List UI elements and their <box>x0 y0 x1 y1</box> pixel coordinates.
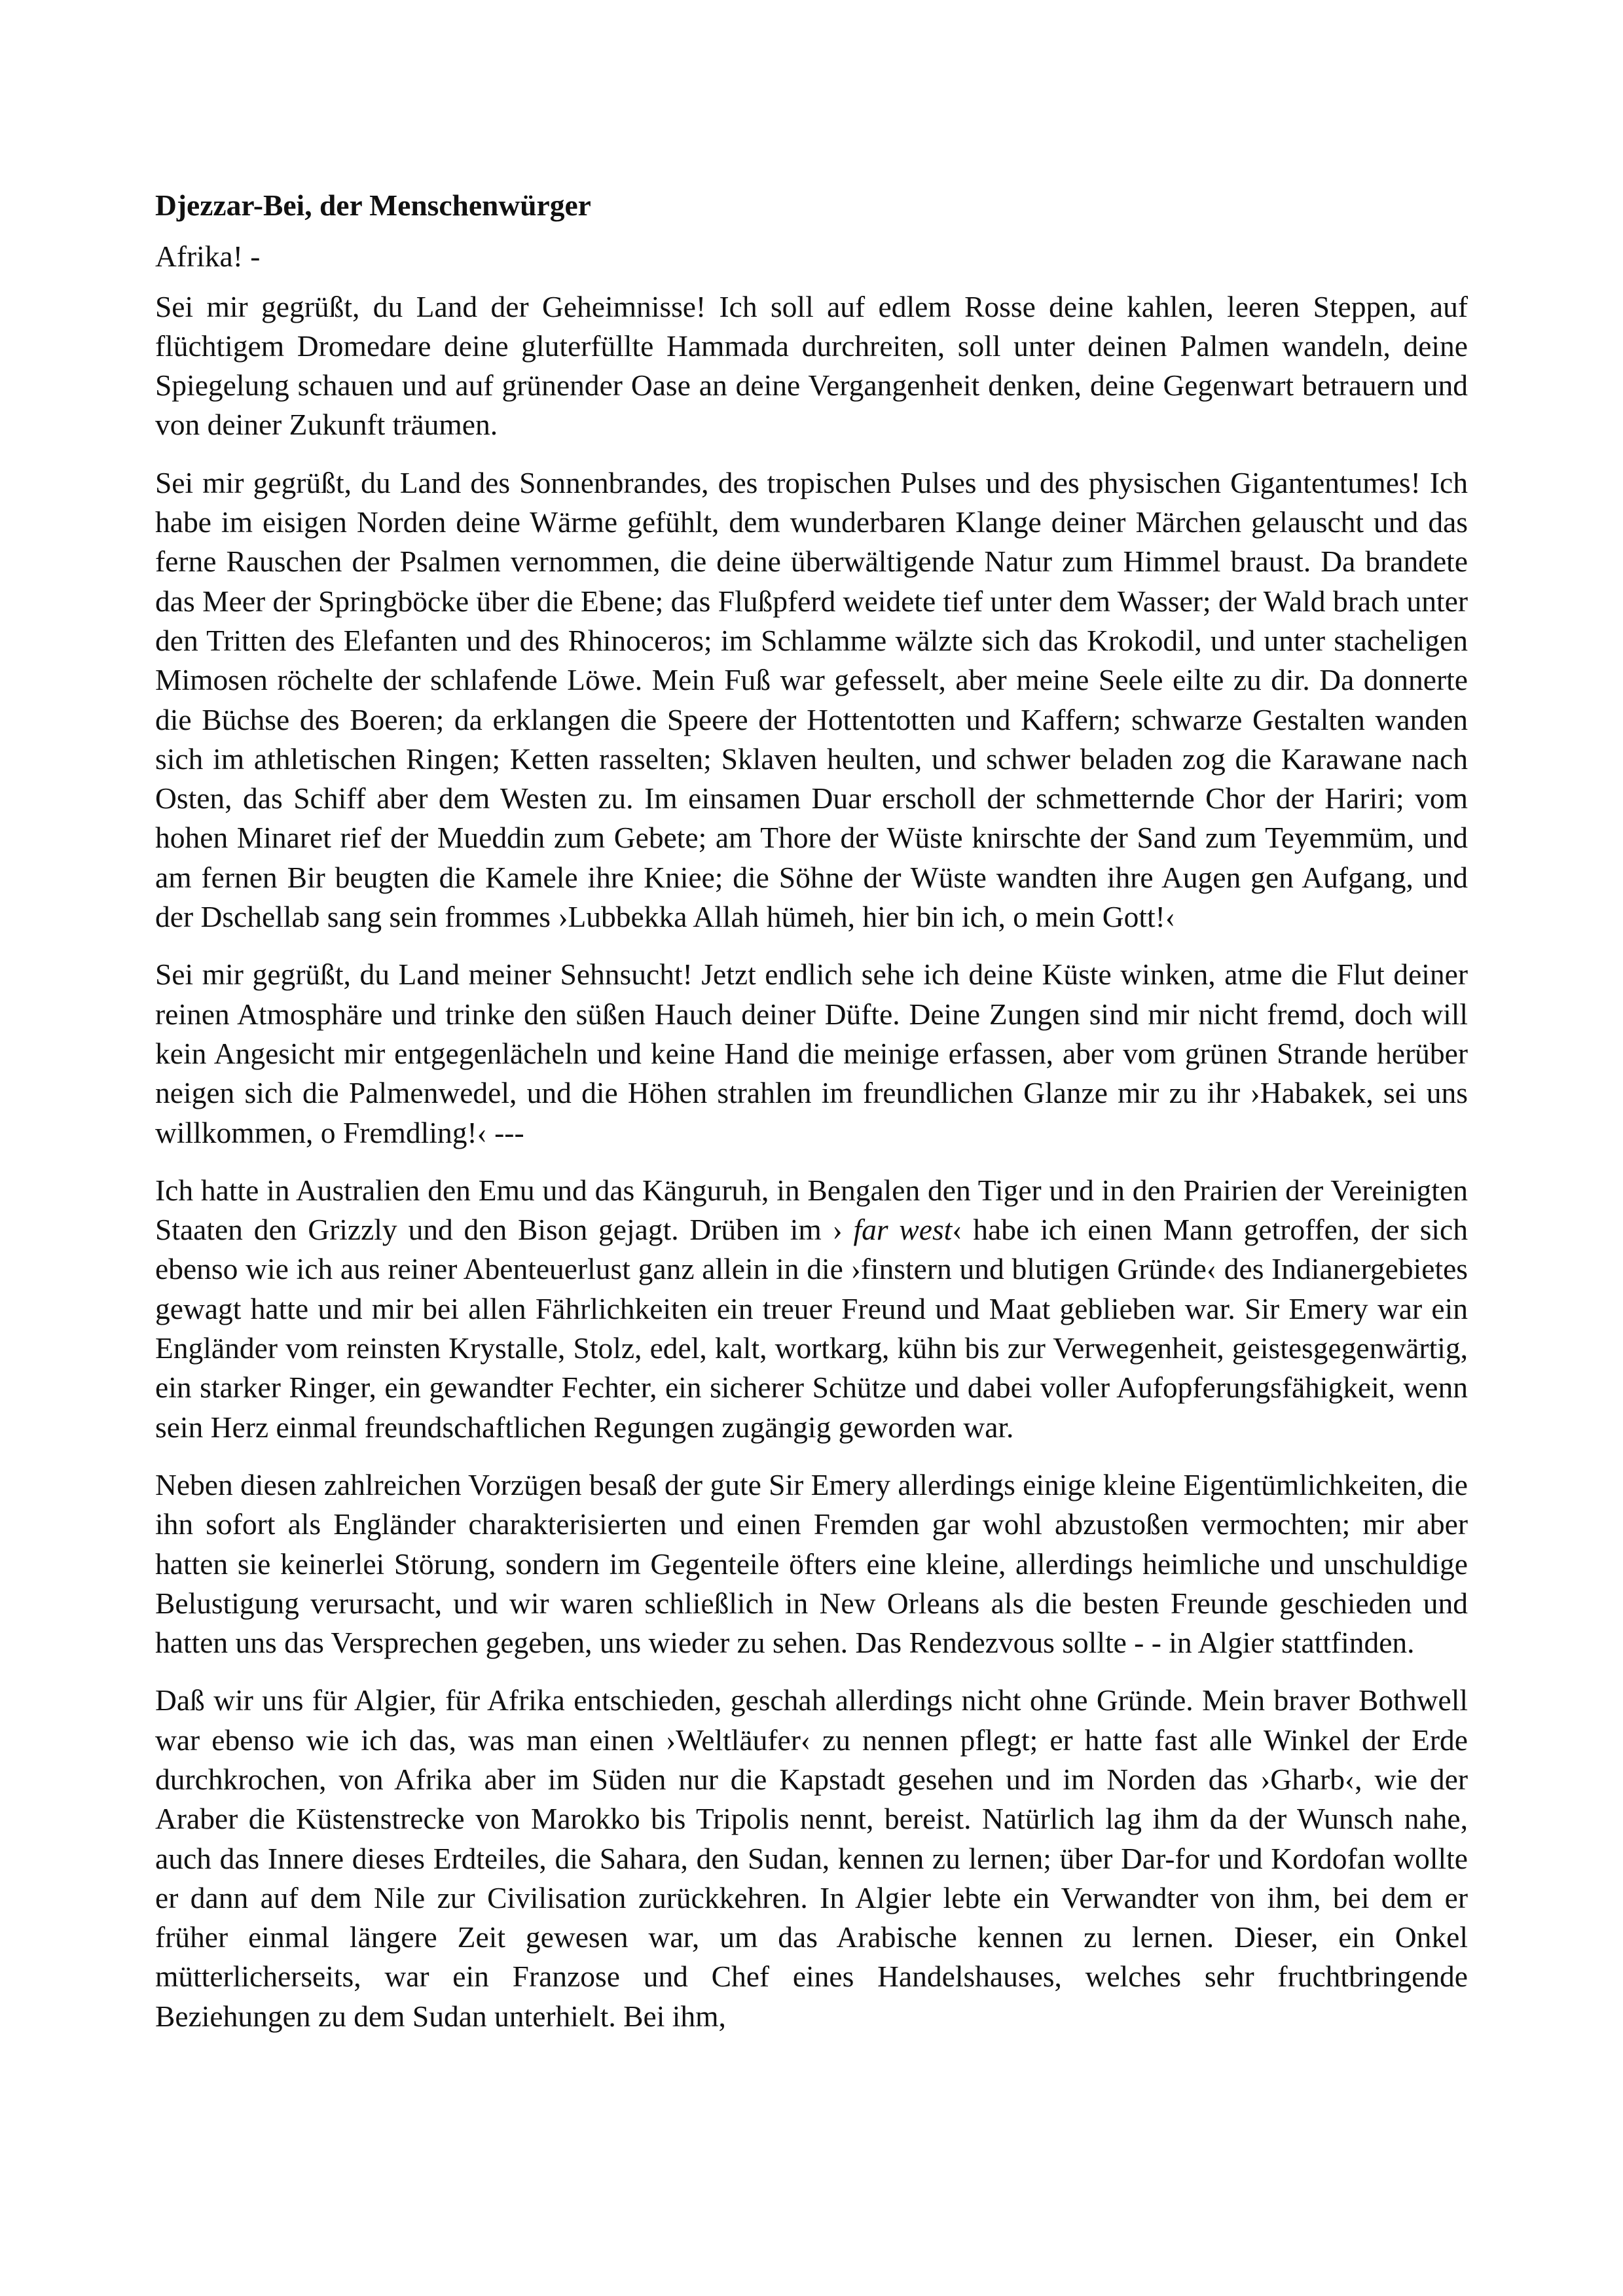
paragraph-1: Sei mir gegrüßt, du Land der Geheimnisse! Ich soll auf edlem Rosse deine kahlen, leeren Steppen, auf flüchtigem Dromedare deine gluterfüllte Hammada durchreiten, soll unter deinen Palmen wandeln, deine Spiegelung schauen und auf grünender Oase an deine Vergangenheit denken, deine Gegenwart betrauern und von deiner Zukunft träumen. <box>155 289 1468 442</box>
document-title: Djezzar-Bei, der Menschenwürger <box>155 188 591 222</box>
document-page <box>155 186 1468 2054</box>
paragraph-3: Sei mir gegrüßt, du Land meiner Sehnsucht! Jetzt endlich sehe ich deine Küste winken, atme die Flut deiner reinen Atmosphäre und trinke den süßen Hauch deiner Düfte. Deine Zungen sind mir nicht fremd, doch will kein Angesicht mir entgegenlächeln und keine Hand die meinige erfassen, aber vom grünen Strande herüber neigen sich die Palmenwedel, und die Höhen strahlen im freundlichen Glanze mir zu ihr ›Habakek, sei uns willkommen, o Fremdling!‹ --- <box>155 958 1468 1149</box>
paragraph-4 <box>155 1171 1468 1447</box>
paragraph-2: Sei mir gegrüßt, du Land des Sonnenbrandes, des tropischen Pulses und des physischen Gigantentumes! Ich habe im eisigen Norden deine Wärme gefühlt, dem wunderbaren Klange deiner Märchen gelauscht und das ferne Rauschen der Psalmen vernommen, die deine überwältigende Natur zum Himmel braust. Da brandete das Meer der Springböcke über die Ebene; das Flußpferd weidete tief unter dem Wasser; der Wald brach unter den Tritten des Elefanten und des Rhinoceros; im Schlamme wälzte sich das Krokodil, und unter stacheligen Mimosen röchelte der schlafende Löwe. Mein Fuß war gefesselt, aber meine Seele eilte zu dir. Da donnerte die Büchse des Boeren; da erklangen die Speere der Hottentotten und Kaffern; schwarze Gestalten wanden sich im athletischen Ringen; Ketten rasselten; Sklaven heulten, und schwer beladen zog die Karawane nach Osten, das Schiff aber dem Westen zu. Im einsamen Duar erscholl der schmetternde Chor der Hariri; vom hohen Minaret rief der Mueddin zum Gebete; am Thore der Wüste knirschte der Sand zum Teyemmüm, und am fernen Bir beugten die Kamele ihre Kniee; die Söhne der Wüste wandten ihre Augen gen Aufgang, und der Dschellab sang sein frommes ›Lubbekka Allah hümeh, hier bin ich, o mein Gott!‹ <box>155 465 1468 934</box>
paragraph-6: Daß wir uns für Algier, für Afrika entschieden, geschah allerdings nicht ohne Gründe. Mein braver Bothwell war ebenso wie ich das, was man einen ›Weltläufer‹ zu nennen pflegt; er hatte fast alle Winkel der Erde durchkrochen, von Afrika aber im Süden nur die Kapstadt gesehen und im Norden das ›Gharb‹, wie der Araber die Küstenstrecke von Marokko bis Tripolis nennt, bereist. Natürlich lag ihm da der Wunsch nahe, auch das Innere dieses Erdteiles, die Sahara, den Sudan, kennen zu lernen; über Dar-for und Kordofan wollte er dann auf dem Nile zur Civilisation zurückkehren. In Algier lebte ein Verwandter von ihm, bei dem er früher einmal längere Zeit gewesen war, um das Arabische kennen zu lernen. Dieser, ein Onkel mütterlicherseits, war ein Franzose und Chef eines Handelshauses, welches sehr fruchtbringende Beziehungen zu dem Sudan unterhielt. Bei ihm, <box>155 1683 1468 2033</box>
paragraph-4-part-2: ‹ habe ich einen Mann getroffen, der sich ebenso wie ich aus reiner Abenteuerlust ganz allein in die ›finstern und blutigen Gründe‹ des Indianergebietes gewagt hatte und mir bei allen Fährlichkeiten ein treuer Freund und Maat geblieben war. Sir Emery war ein Engländer vom reinsten Krystalle, Stolz, edel, kalt, wortkarg, kühn bis zur Verwegenheit, geistesgegenwärtig, ein starker Ringer, ein gewandter Fechter, ein sicherer Schütze und dabei voller Aufopferungsfähigkeit, wenn sein Herz einmal freundschaftlichen Regungen zugängig geworden war. <box>155 1213 1468 1444</box>
paragraph-4-italic: far west <box>842 1213 953 1247</box>
paragraph-5: Neben diesen zahlreichen Vorzügen besaß der gute Sir Emery allerdings einige kleine Eigentümlichkeiten, die ihn sofort als Engländer charakterisierten und einen Fremden gar wohl abzustoßen vermochten; mir aber hatten sie keinerlei Störung, sondern im Gegenteile öfters eine kleine, allerdings heimliche und unschuldige Belustigung verursacht, und wir waren schließlich in New Orleans als die besten Freunde geschieden und hatten uns das Versprechen gegeben, uns wieder zu sehen. Das Rendezvous sollte - - in Algier stattfinden. <box>155 1467 1468 1660</box>
intro-line: Afrika! - <box>155 240 261 274</box>
paragraph-4-part-1: Ich hatte in Australien den Emu und das Känguruh, in Bengalen den Tiger und in den Prairien der Vereinigten Staaten den Grizzly und den Bison gejagt. Drüben im › <box>155 1173 1468 1247</box>
